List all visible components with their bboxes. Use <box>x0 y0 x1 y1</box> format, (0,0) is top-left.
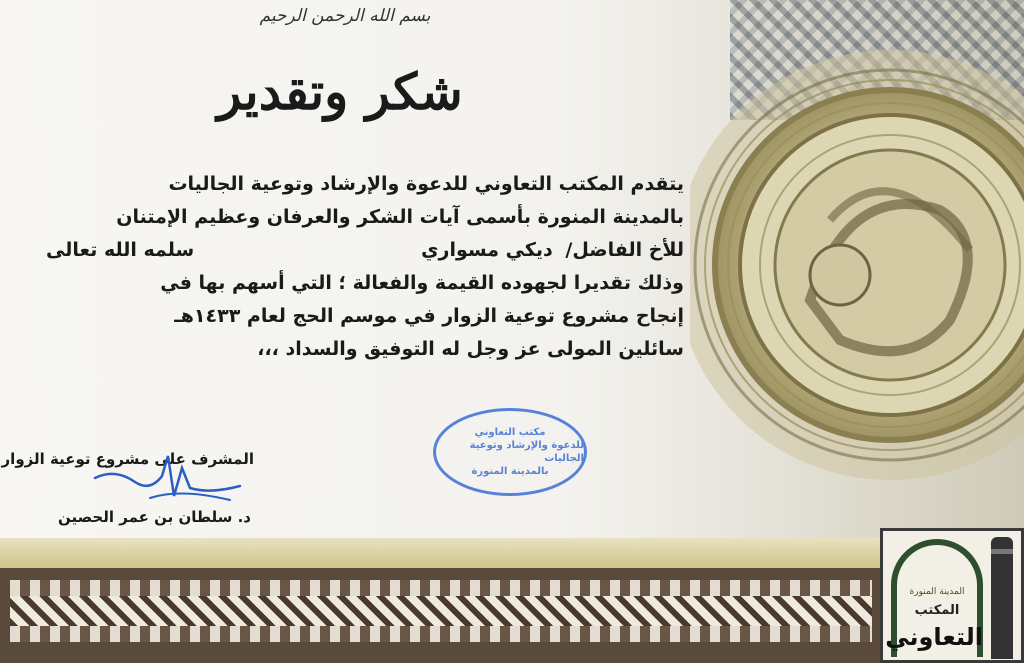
bismillah: بسم الله الرحمن الرحيم <box>259 6 431 26</box>
minaret-icon <box>991 537 1013 659</box>
recipient-blessing: سلمه الله تعالى <box>46 239 195 261</box>
body-line: إنجاح مشروع توعية الزوار في موسم الحج لعام ١٤٣٣هـ <box>174 305 684 327</box>
logo-name: التعاوني <box>885 623 983 651</box>
recipient-name: ديكي مسواري <box>421 239 553 261</box>
certificate-body <box>4 168 684 366</box>
body-line: سائلين المولى عز وجل له التوفيق والسداد ،،، <box>257 338 684 360</box>
stamp-line: مكتب التعاوني <box>474 427 546 438</box>
body-line: وذلك تقديرا لجهوده القيمة والفعالة ؛ التي أسهم بها في <box>160 272 684 294</box>
logo-city: المدينة المنورة <box>909 587 965 597</box>
recipient-line <box>4 234 684 267</box>
body-line: بالمدينة المنورة بأسمى آيات الشكر والعرفان وعظيم الإمتنان <box>116 206 684 228</box>
ornament-pattern-inner <box>10 596 872 626</box>
recipient-prefix: للأخ الفاضل/ <box>565 239 684 261</box>
calligraphy-medallion <box>690 0 1024 560</box>
official-stamp <box>433 408 587 496</box>
stamp-line: للدعوة والإرشاد وتوعية الجاليات <box>469 440 584 464</box>
signer-name: د. سلطان بن عمر الحصين <box>58 508 251 526</box>
body-line: يتقدم المكتب التعاوني للدعوة والإرشاد وتوعية الجاليات <box>168 173 684 195</box>
medallion-ornament <box>690 0 1024 560</box>
certificate-title: شكر وتقدير <box>217 62 463 121</box>
office-logo <box>880 528 1024 663</box>
stamp-line: بالمدينة المنورة <box>471 466 549 477</box>
gold-band <box>0 538 880 570</box>
signer-title: المشرف على مشروع توعية الزوار <box>1 450 254 468</box>
logo-office: المكتب <box>914 603 960 618</box>
